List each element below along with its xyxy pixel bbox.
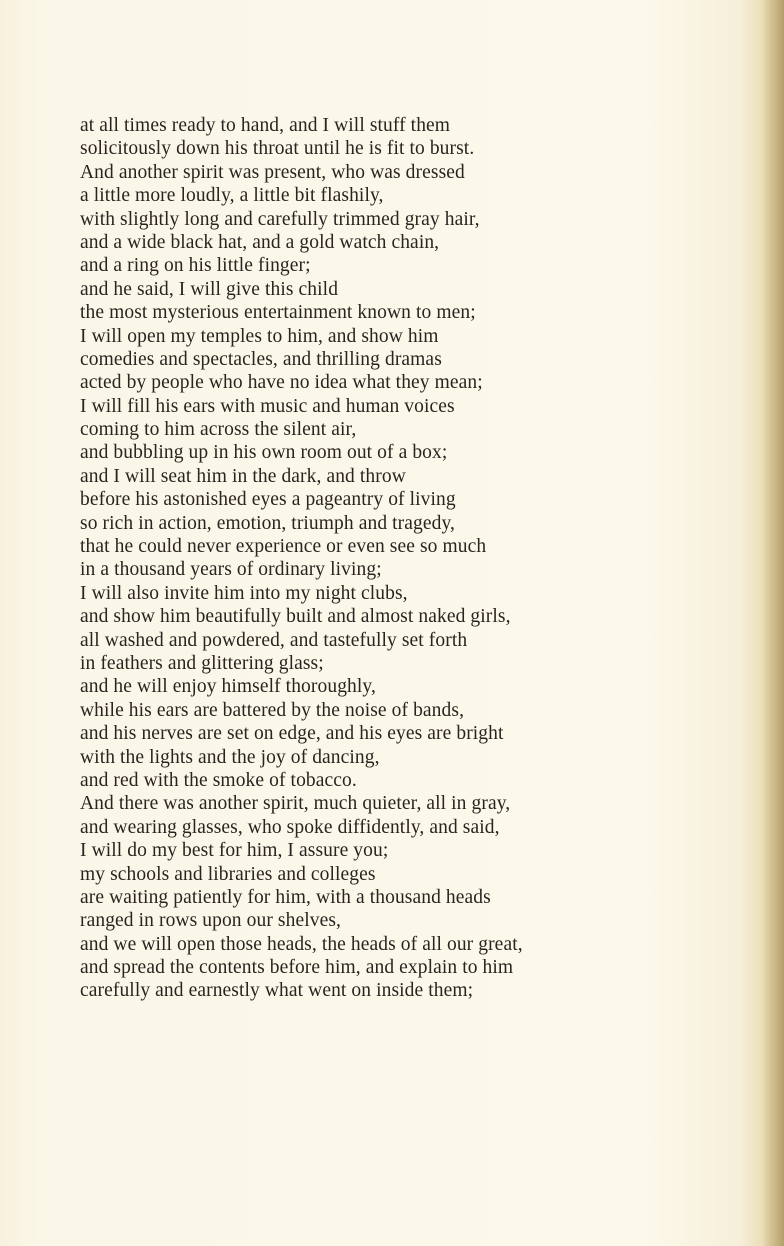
poem-line: I will do my best for him, I assure you;: [80, 840, 389, 862]
poem-line: and show him beautifully built and almost naked girls,: [80, 606, 511, 628]
poem-line: and he said, I will give this child: [80, 278, 339, 300]
poem-line: that he could never experience or even see so much: [80, 536, 487, 558]
poem-text: [80, 114, 640, 1003]
poem-line: and he will enjoy himself thoroughly,: [80, 676, 376, 698]
poem-line: and a ring on his little finger;: [80, 255, 311, 277]
poem-line: and we will open those heads, the heads of all our great,: [80, 933, 523, 955]
poem-line: a little more loudly, a little bit flashily,: [80, 185, 384, 207]
poem-line: I will open my temples to him, and show him: [80, 325, 439, 347]
poem-line: and bubbling up in his own room out of a box;: [80, 442, 448, 464]
poem-line: and a wide black hat, and a gold watch chain,: [80, 231, 440, 253]
poem-line: carefully and earnestly what went on inside them;: [80, 980, 474, 1002]
poem-line: are waiting patiently for him, with a thousand heads: [80, 886, 491, 908]
poem-line: ranged in rows upon our shelves,: [80, 910, 341, 932]
poem-line: And there was another spirit, much quieter, all in gray,: [80, 793, 511, 815]
poem-line: And another spirit was present, who was dressed: [80, 161, 465, 183]
poem-line: I will also invite him into my night clubs,: [80, 582, 408, 604]
page-edge-shadow: [762, 0, 784, 1246]
poem-line: in a thousand years of ordinary living;: [80, 559, 382, 581]
poem-line: in feathers and glittering glass;: [80, 652, 324, 674]
poem-line: before his astonished eyes a pageantry of living: [80, 489, 456, 511]
poem-line: the most mysterious entertainment known to men;: [80, 302, 476, 324]
poem-line: and spread the contents before him, and explain to him: [80, 957, 514, 979]
poem-line: coming to him across the silent air,: [80, 419, 357, 441]
poem-line: and I will seat him in the dark, and throw: [80, 465, 406, 487]
poem-line: my schools and libraries and colleges: [80, 863, 376, 885]
poem-line: solicitously down his throat until he is fit to burst.: [80, 138, 475, 160]
poem-line: with slightly long and carefully trimmed gray hair,: [80, 208, 480, 230]
poem-line: so rich in action, emotion, triumph and tragedy,: [80, 512, 456, 534]
poem-line: with the lights and the joy of dancing,: [80, 746, 380, 768]
poem-line: and red with the smoke of tobacco.: [80, 769, 357, 791]
poem-line: comedies and spectacles, and thrilling dramas: [80, 348, 442, 370]
poem-line: while his ears are battered by the noise of bands,: [80, 699, 465, 721]
poem-line: acted by people who have no idea what they mean;: [80, 372, 483, 394]
poem-line: and wearing glasses, who spoke diffidently, and said,: [80, 816, 500, 838]
poem-line: I will fill his ears with music and human voices: [80, 395, 455, 417]
poem-line: all washed and powdered, and tastefully set forth: [80, 629, 468, 651]
poem-line: and his nerves are set on edge, and his eyes are bright: [80, 723, 504, 745]
poem-line: at all times ready to hand, and I will stuff them: [80, 115, 451, 136]
